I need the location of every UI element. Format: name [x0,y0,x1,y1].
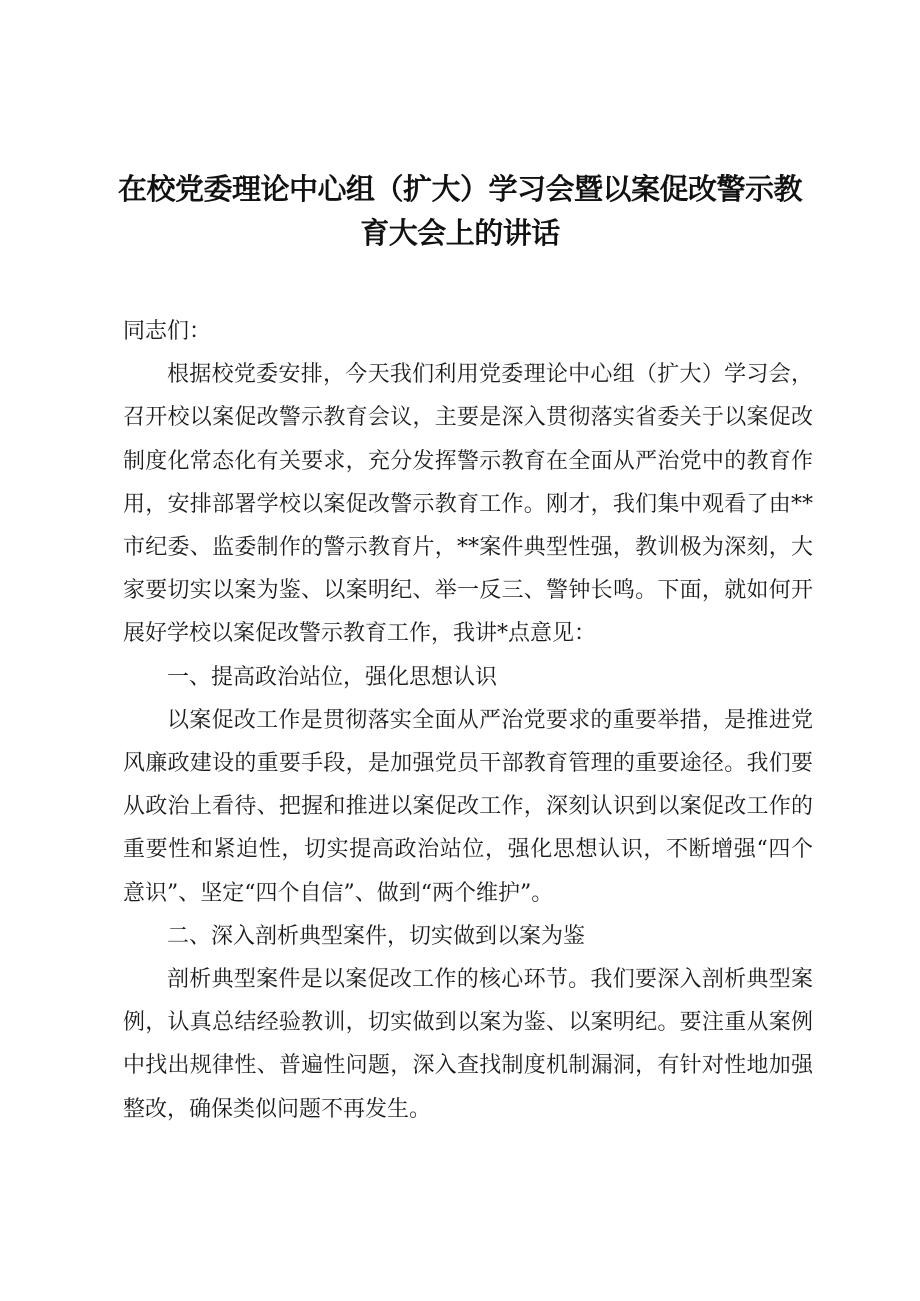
title-line-1: 在校党委理论中心组（扩大）学习会暨以案促改警示教 [117,172,802,206]
section-heading-2: 二、深入剖析典型案件，切实做到以案为鉴 [167,923,586,949]
salutation: 同志们： [123,319,212,344]
paragraph-intro: 根据校党委安排，今天我们利用党委理论中心组（扩大）学习会，召开校以案促改警示教育会议，主要是深入贯彻落实省委关于以案促改制度化常态化有关要求，充分发挥警示教育在全面从严治党中的教育作用，安排部署学校以案促改警示教育工作。刚才，我们集中观看了由**市纪委、监委制作的警示教育片，**案件典型性强，教训极为深刻，大家要切实以案为鉴、以案明纪、举一反三、警钟长鸣。下面，就如何开展好学校以案促改警示教育工作，我讲*点意见： [123,362,813,647]
document-title [110,167,810,255]
document-body [123,310,813,1131]
section-heading-1: 一、提高政治站位，强化思想认识 [167,664,498,690]
title-line-2: 育大会上的讲话 [360,216,560,250]
paragraph-section-2: 剖析典型案件是以案促改工作的核心环节。我们要深入剖析典型案例，认真总结经验教训，切实做到以案为鉴、以案明纪。要注重从案例中找出规律性、普遍性问题，深入查找制度机制漏洞，有针对性地加强整改，确保类似问题不再发生。 [123,967,813,1122]
paragraph-section-1: 以案促改工作是贯彻落实全面从严治党要求的重要举措，是推进党风廉政建设的重要手段，是加强党员干部教育管理的重要途径。我们要从政治上看待、把握和推进以案促改工作，深刻认识到以案促改工作的重要性和紧迫性，切实提高政治站位，强化思想认识，不断增强“四个意识”、坚定“四个自信”、做到“两个维护”。 [123,707,813,906]
